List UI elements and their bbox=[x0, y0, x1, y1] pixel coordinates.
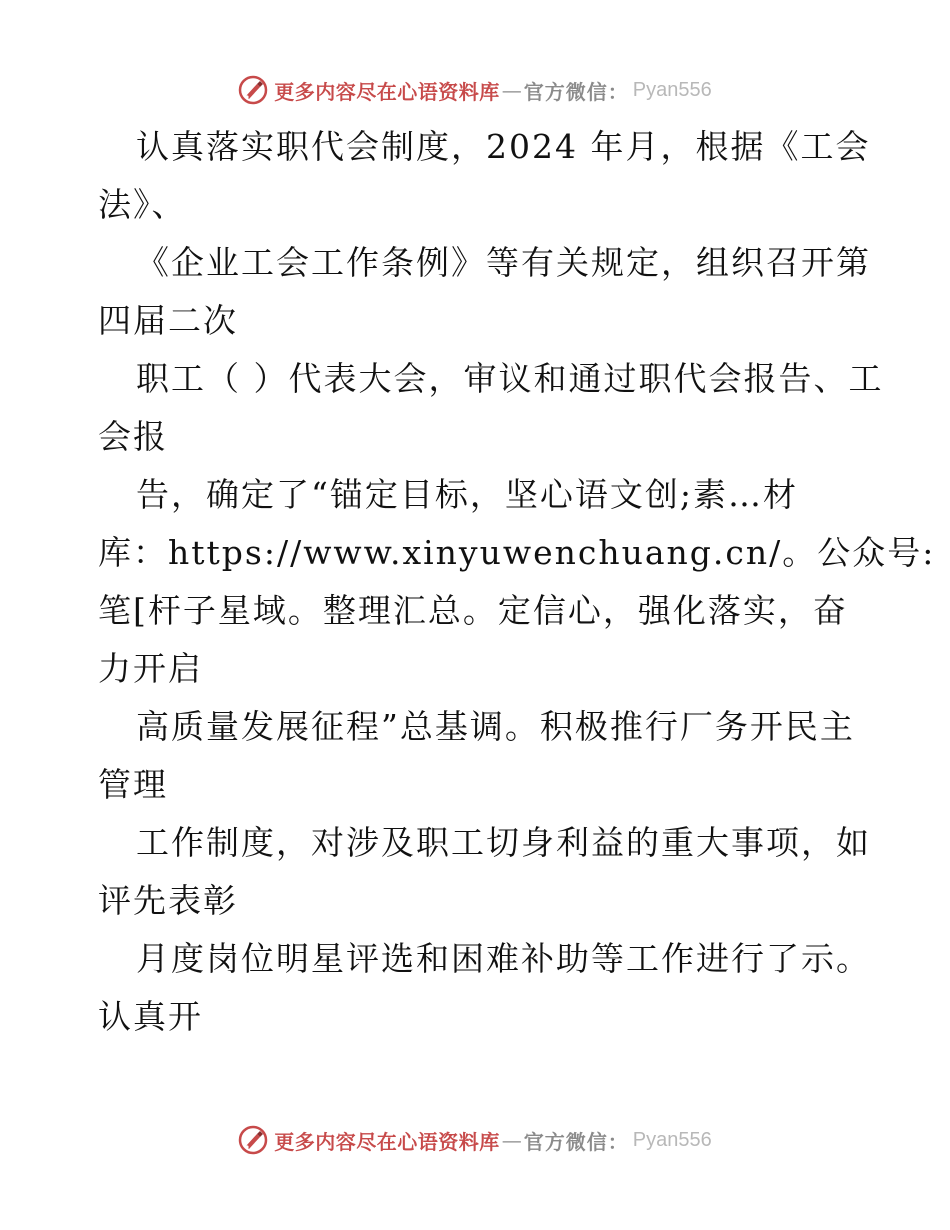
watermark-official-label: 官方微信： bbox=[523, 1129, 629, 1154]
body-line: 认真开 bbox=[98, 997, 203, 1036]
body-line: 笔[杆子星域。整理汇总。定信心，强化落实，奋 bbox=[98, 591, 848, 630]
watermark-separator: — bbox=[501, 78, 522, 102]
document-body bbox=[98, 118, 936, 1046]
body-line: 《企业工会工作条例》等有关规定，组织召开第 bbox=[136, 243, 871, 282]
watermark-wechat-id: Pyan556 bbox=[632, 78, 712, 101]
body-line: 告，确定了“锚定目标，坚心语文创;素…材 bbox=[136, 475, 798, 514]
body-line: 管理 bbox=[98, 765, 168, 804]
header-watermark bbox=[0, 70, 950, 110]
watermark-separator: — bbox=[501, 1128, 522, 1152]
body-line: 评先表彰 bbox=[98, 881, 238, 920]
watermark-official-label: 官方微信： bbox=[523, 79, 629, 104]
watermark-wechat-id: Pyan556 bbox=[632, 1128, 712, 1151]
body-line: 库：https://www.xinyuwenchuang.cn/。公众号: bbox=[98, 533, 936, 572]
body-line: 职工（ ）代表大会，审议和通过职代会报告、工 bbox=[136, 359, 884, 398]
body-line: 认真落实职代会制度，2024 年月，根据《工会 bbox=[136, 127, 871, 166]
body-line: 月度岗位明星评选和困难补助等工作进行了示。 bbox=[136, 939, 871, 978]
pen-logo-icon bbox=[238, 75, 268, 105]
body-line: 力开启 bbox=[98, 649, 203, 688]
body-line: 会报 bbox=[98, 417, 168, 456]
watermark-text: 更多内容尽在心语资料库 bbox=[274, 1129, 500, 1154]
watermark-text: 更多内容尽在心语资料库 bbox=[274, 79, 500, 104]
pen-logo-icon bbox=[238, 1125, 268, 1155]
body-line: 高质量发展征程”总基调。积极推行厂务开民主 bbox=[136, 707, 855, 746]
body-line: 四届二次 bbox=[98, 301, 238, 340]
body-line: 法》、 bbox=[98, 185, 187, 224]
footer-watermark bbox=[0, 1120, 950, 1160]
body-line: 工作制度，对涉及职工切身利益的重大事项，如 bbox=[136, 823, 871, 862]
